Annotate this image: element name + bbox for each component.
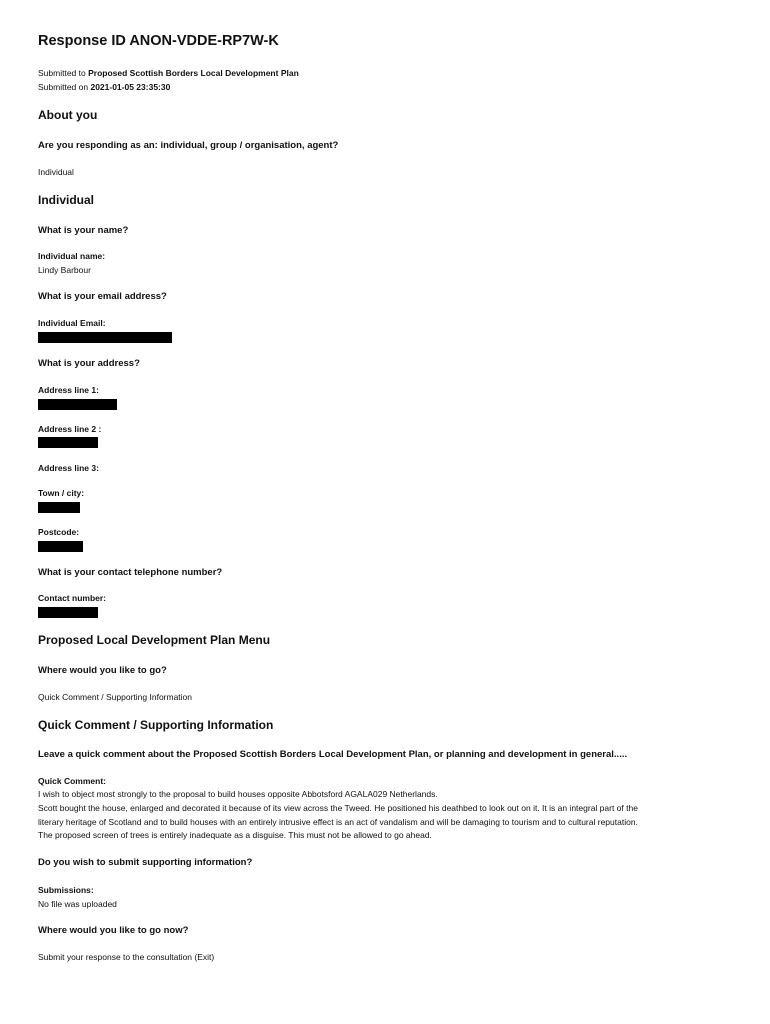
comment-line: Scott bought the house, enlarged and decorated it because of its view across the Tweed. He positioned his deathbed to look out on it. It is an integral part of the bbox=[38, 802, 638, 813]
supporting-question: Do you wish to submit supporting information? bbox=[38, 857, 253, 868]
menu-question: Where would you like to go? bbox=[38, 665, 167, 676]
name-value: Lindy Barbour bbox=[38, 265, 91, 275]
postcode-label: Postcode: bbox=[38, 527, 80, 537]
address2-label: Address line 2 : bbox=[38, 424, 102, 434]
about-heading: About you bbox=[38, 108, 98, 122]
submissions-value: No file was uploaded bbox=[38, 899, 117, 909]
menu-answer: Quick Comment / Supporting Information bbox=[38, 692, 193, 702]
phone-label: Contact number: bbox=[38, 593, 106, 603]
phone-redaction bbox=[38, 607, 98, 618]
comment-line: literary heritage of Scotland and to build houses with an entirely intrusive effect is an act of vandalism and will be damaging to tourism and to cultural reputation. bbox=[38, 816, 638, 827]
address1-redaction bbox=[38, 399, 117, 410]
town-label: Town / city: bbox=[38, 488, 85, 498]
submitted-to-prefix: Submitted to bbox=[38, 68, 86, 78]
responding-as-answer: Individual bbox=[38, 167, 74, 177]
name-label: Individual name: bbox=[38, 251, 106, 261]
comment-line: The proposed screen of trees is entirely inadequate as a disguise. This must not be allowed to go ahead. bbox=[38, 830, 432, 841]
page-title: Response ID ANON-VDDE-RP7W-K bbox=[38, 33, 279, 49]
submitted-on bbox=[38, 82, 170, 92]
comment-line: I wish to object most strongly to the proposal to build houses opposite Abbotsford AGALA029 Netherlands. bbox=[38, 789, 438, 799]
email-redaction bbox=[38, 332, 172, 343]
submitted-on-prefix: Submitted on bbox=[38, 82, 89, 92]
postcode-redaction bbox=[38, 541, 83, 552]
go-now-question: Where would you like to go now? bbox=[38, 925, 189, 936]
individual-heading: Individual bbox=[38, 193, 95, 207]
submissions-label: Submissions: bbox=[38, 885, 94, 895]
go-now-answer: Submit your response to the consultation (Exit) bbox=[38, 952, 215, 962]
submitted-to-value: Proposed Scottish Borders Local Development Plan bbox=[88, 68, 299, 78]
email-label: Individual Email: bbox=[38, 318, 106, 328]
address2-redaction bbox=[38, 437, 98, 448]
quick-question: Leave a quick comment about the Proposed Scottish Borders Local Development Plan, or planning and development in general..... bbox=[38, 749, 628, 760]
quick-heading: Quick Comment / Supporting Information bbox=[38, 718, 274, 732]
phone-question: What is your contact telephone number? bbox=[38, 567, 223, 578]
address1-label: Address line 1: bbox=[38, 385, 99, 395]
responding-as-question: Are you responding as an: individual, group / organisation, agent? bbox=[38, 140, 339, 151]
address3-label: Address line 3: bbox=[38, 463, 99, 473]
quick-comment-text bbox=[38, 788, 738, 843]
town-redaction bbox=[38, 502, 80, 513]
email-question: What is your email address? bbox=[38, 291, 167, 302]
submitted-on-value: 2021-01-05 23:35:30 bbox=[90, 82, 171, 92]
menu-heading: Proposed Local Development Plan Menu bbox=[38, 633, 271, 647]
submitted-to bbox=[38, 68, 299, 78]
quick-comment-label: Quick Comment: bbox=[38, 776, 107, 786]
name-question: What is your name? bbox=[38, 225, 129, 236]
address-question: What is your address? bbox=[38, 358, 140, 369]
